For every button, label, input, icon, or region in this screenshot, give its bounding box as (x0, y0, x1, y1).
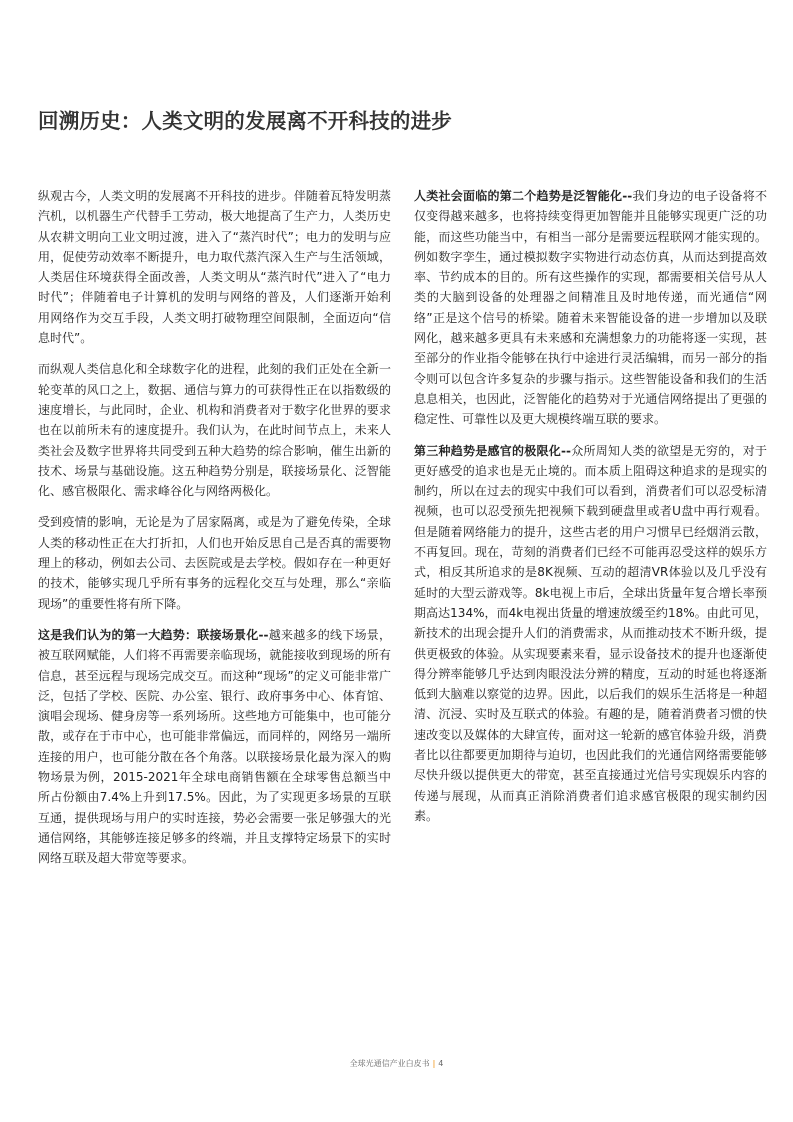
paragraph: 这是我们认为的第一大趋势：联接场景化--越来越多的线下场景，被互联网赋能，人们将不再需要亲临现场，就能接收到现场的所有信息，甚至远程与现场完成交互。而这种“现场”的定义可能非常广泛，包括了学校、医院、办公室、银行、政府事务中心、体育馆、演唱会现场、健身房等一系列场所。这些地方可能集中，也可能分散，或存在于市中心，也可能非常偏远，而同样的，网络另一端所连接的用户，也可能分散在各个角落。以联接场景化最为深入的购物场景为例，2015-2021年全球电商销售额在全球零售总额当中所占份额由7.4%上升到17.5%。因此，为了实现更多场景的互联互通，提供现场与用户的实时连接，势必会需要一张足够强大的光通信网络，其能够连接足够多的终端，并且支撑特定场景下的实时网络互联及超大带宽等要求。 (38, 627, 391, 866)
paragraph: 受到疫情的影响，无论是为了居家隔离，或是为了避免传染，全球人类的移动性正在大打折扣，人们也开始反思自己是否真的需要物理上的移动，例如去公司、去医院或是去学校。假如存在一种更好的技术，能够实现几乎所有事务的远程化交互与处理，那么“亲临现场”的重要性将有所下降。 (38, 515, 391, 611)
paragraph: 而纵观人类信息化和全球数字化的进程，此刻的我们正处在全新一轮变革的风口之上，数据、通信与算力的可获得性正在以指数级的速度增长，与此同时，企业、机构和消费者对于数字化世界的要求也在以前所未有的速度提升。我们认为，在此时间节点上，未来人类社会及数字世界将共同受到五种大趋势的综合影响，催生出新的技术、场景与基础设施。这五种趋势分别是，联接场景化、泛智能化、感官极限化、需求峰谷化与网络两极化。 (38, 362, 391, 499)
paragraph-lead: 第三种趋势是感官的极限化-- (414, 443, 571, 458)
paragraph-lead: 这是我们认为的第一大趋势：联接场景化-- (38, 627, 269, 642)
right-column (414, 186, 767, 837)
paragraph-lead: 人类社会面临的第二个趋势是泛智能化-- (414, 189, 633, 203)
paragraph: 人类社会面临的第二个趋势是泛智能化--我们身边的电子设备将不仅变得越来越多，也将持续变得更加智能并且能够实现更广泛的功能，而这些功能当中，有相当一部分是需要远程联网才能实现的。例如数字孪生，通过模拟数字实物进行动态仿真，从而达到提高效率、节约成本的目的。所有这些操作的实现，都需要相关信号从人类的大脑到设备的处理器之间精准且及时地传递，而光通信“网络”正是这个信号的桥梁。随着未来智能设备的进一步增加以及联网化，越来越多更具有未来感和充满想象力的功能将逐一实现，甚至部分的作业指令能够在执行中途进行灵活编辑，而另一部分的指令则可以包含许多复杂的步骤与指示。这些智能设备和我们的生活息息相关，也因此，泛智能化的趋势对于光通信网络提出了更强的稳定性、可靠性以及更大规模终端互联的要求。 (414, 189, 767, 427)
page-footer (0, 1058, 793, 1069)
paragraph: 第三种趋势是感官的极限化--众所周知人类的欲望是无穷的，对于更好感受的追求也是无止境的。而本质上阻碍这种追求的是现实的制约，所以在过去的现实中我们可以看到，消费者们可以忍受标清视频，也可以忍受预先把视频下载到硬盘里或者U盘中再行观看。但是随着网络能力的提升，这些古老的用户习惯早已经烟消云散，不再复回。现在，苛刻的消费者们已经不可能再忍受这样的娱乐方式，相反其所追求的是8K视频、互动的超清VR体验以及几乎没有延时的大型云游戏等。8k电视上市后，全球出货量年复合增长率预期高达134%，而4k电视出货量的增速放缓至约18%。由此可见，新技术的出现会提升人们的消费需求，从而推动技术不断升级，提供更极致的体验。从实现要素来看，显示设备技术的提升也逐渐使得分辨率能够几乎达到肉眼没法分辨的精度，互动的时延也将逐渐低到大脑难以察觉的边界。因此，以后我们的娱乐生活将是一种超清、沉浸、实时及互联式的体验。有趣的是，随着消费者习惯的快速改变以及媒体的大肆宣传，面对这一轮新的感官体验升级，消费者比以往都要更加期待与迫切，也因此我们的光通信网络需要能够尽快升级以提供更大的带宽，甚至直接通过光信号实现娱乐内容的传递与展现，从而真正消除消费者们追求感官极限的现实制约因素。 (414, 443, 767, 823)
footer-label: 全球光通信产业白皮书 (349, 1059, 430, 1068)
footer-separator: | (432, 1059, 436, 1068)
left-column (38, 186, 391, 880)
page-title: 回溯历史：人类文明的发展离不开科技的进步 (38, 109, 452, 133)
page-number: 4 (438, 1059, 444, 1068)
paragraph: 纵观古今，人类文明的发展离不开科技的进步。伴随着瓦特发明蒸汽机，以机器生产代替手工劳动，极大地提高了生产力，人类历史从农耕文明向工业文明过渡，进入了“蒸汽时代”；电力的发明与应用，促使劳动效率不断提升，电力取代蒸汽深入生产与生活领域，人类居住环境获得全面改善，人类文明从“蒸汽时代”进入了“电力时代”；伴随着电子计算机的发明与网络的普及，人们逐渐开始利用网络作为交互手段，人类文明打破物理空间限制，全面迈向“信息时代”。 (38, 189, 391, 346)
